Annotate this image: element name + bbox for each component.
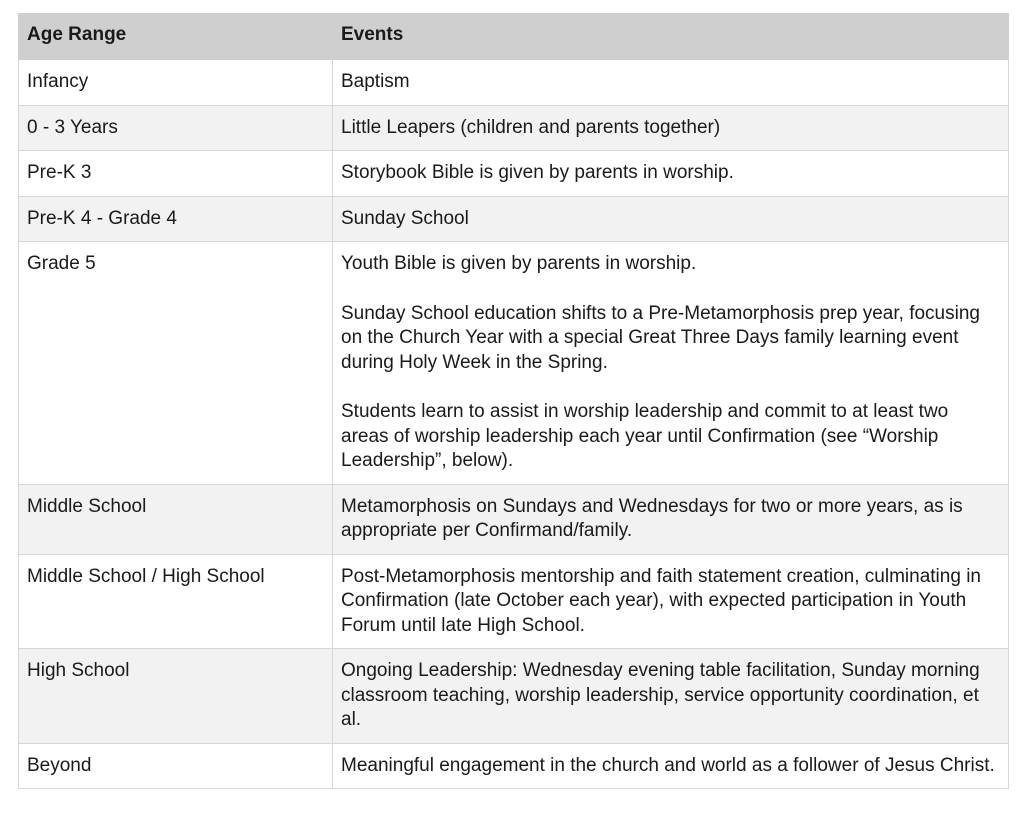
table-row xyxy=(19,554,1009,649)
header-row xyxy=(19,14,1009,60)
age-range-cell: Beyond xyxy=(19,743,333,789)
table-row xyxy=(19,242,1009,485)
event-paragraph: Metamorphosis on Sundays and Wednesdays for two or more years, as is appropriate per Confirmand/family. xyxy=(341,495,963,541)
table-row xyxy=(19,151,1009,197)
age-range-cell: Pre-K 3 xyxy=(19,151,333,197)
table-row xyxy=(19,649,1009,744)
age-range-cell: Middle School xyxy=(19,484,333,554)
age-range-cell: Pre-K 4 - Grade 4 xyxy=(19,196,333,242)
table-row xyxy=(19,196,1009,242)
age-events-table-wrapper xyxy=(18,13,1008,789)
events-cell xyxy=(333,105,1009,151)
events-cell xyxy=(333,743,1009,789)
event-paragraph: Youth Bible is given by parents in worship. xyxy=(341,253,697,274)
age-events-table xyxy=(18,13,1009,789)
event-paragraph: Storybook Bible is given by parents in worship. xyxy=(341,162,734,183)
age-range-cell: Grade 5 xyxy=(19,242,333,485)
events-header: Events xyxy=(333,14,1009,60)
events-cell xyxy=(333,242,1009,485)
events-cell xyxy=(333,60,1009,106)
event-paragraph: Students learn to assist in worship leadership and commit to at least two areas of worship leadership each year until Confirmation (see “Worship Leadership”, below). xyxy=(341,401,949,471)
event-paragraph: Ongoing Leadership: Wednesday evening table facilitation, Sunday morning classroom teaching, worship leadership, service opportunity coordination, et al. xyxy=(341,660,980,730)
events-cell xyxy=(333,554,1009,649)
event-paragraph: Sunday School education shifts to a Pre-Metamorphosis prep year, focusing on the Church Year with a special Great Three Days family learning event during Holy Week in the Spring. xyxy=(341,302,980,373)
table-row xyxy=(19,105,1009,151)
event-paragraph: Little Leapers (children and parents together) xyxy=(341,116,721,138)
event-paragraph: Baptism xyxy=(341,71,410,92)
events-cell xyxy=(333,196,1009,242)
event-paragraph: Meaningful engagement in the church and world as a follower of Jesus Christ. xyxy=(341,754,995,776)
events-cell xyxy=(333,151,1009,197)
age-range-cell: High School xyxy=(19,649,333,744)
age-range-cell: Infancy xyxy=(19,60,333,106)
age-range-header: Age Range xyxy=(19,14,333,60)
table-row xyxy=(19,484,1009,554)
table-body xyxy=(19,60,1009,789)
event-paragraph: Post-Metamorphosis mentorship and faith statement creation, culminating in Confirmation (late October each year), with expected participation in Youth Forum until late High School. xyxy=(341,565,981,636)
event-paragraph: Sunday School xyxy=(341,207,469,229)
age-range-cell: 0 - 3 Years xyxy=(19,105,333,151)
age-range-cell: Middle School / High School xyxy=(19,554,333,649)
table-row xyxy=(19,60,1009,106)
events-cell xyxy=(333,484,1009,554)
table-row xyxy=(19,743,1009,789)
events-cell xyxy=(333,649,1009,744)
